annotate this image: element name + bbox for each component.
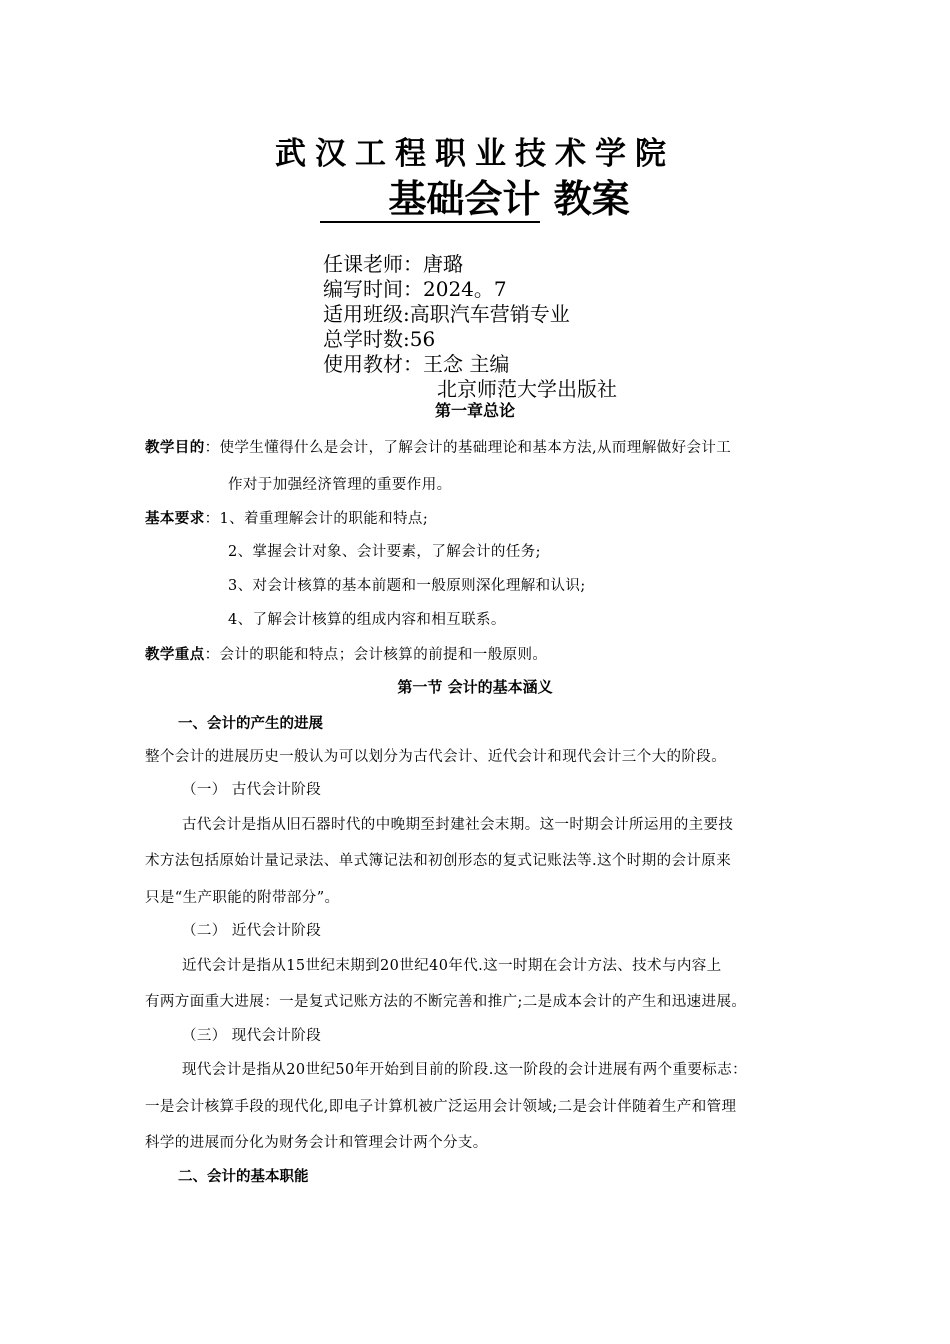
meta-textbook: 使用教材：王念 主编 (323, 352, 510, 376)
meta-date: 编写时间：2024。7 (323, 277, 507, 301)
requirement-item: 3、对会计核算的基本前题和一般原则深化理解和认识; (228, 578, 586, 594)
heading-functions: 二、会计的基本职能 (178, 1168, 309, 1185)
section-title: 第一节 会计的基本涵义 (397, 678, 553, 696)
requirement-item: 2、掌握会计对象、会计要素，了解会计的任务; (228, 544, 541, 560)
subheading-contemporary: （三） 现代会计阶段 (182, 1028, 322, 1044)
requirement-item: 4、了解会计核算的组成内容和相互联系。 (228, 612, 506, 628)
contemporary-line: 一是会计核算手段的现代化,即电子计算机被广泛运用会计领域;二是会计伴随着生产和管理 (145, 1099, 737, 1115)
focus-line (145, 643, 547, 664)
contemporary-line: 科学的进展而分化为财务会计和管理会计两个分支。 (145, 1135, 488, 1151)
ancient-line: 术方法包括原始计量记录法、单式簿记法和初创形态的复式记账法等.这个时期的会计原来 (145, 853, 732, 869)
meta-class: 适用班级:高职汽车营销专业 (323, 302, 570, 326)
heading-development: 一、会计的产生的进展 (178, 715, 323, 732)
requirement-item: ：1、着重理解会计的职能和特点; (204, 511, 429, 527)
objective-line-1 (145, 436, 731, 457)
meta-publisher: 北京师范大学出版社 (437, 377, 617, 401)
chapter-title: 第一章总论 (434, 401, 515, 420)
focus-label: 教学重点 (145, 646, 205, 663)
school-name: 武汉工程职业技术学院 (275, 136, 675, 172)
objective-line-2: 作对于加强经济管理的重要作用。 (228, 477, 452, 493)
modern-early-line: 有两方面重大进展：一是复式记账方法的不断完善和推广;二是成本会计的产生和迅速进展。 (145, 994, 747, 1010)
subheading-ancient: （一） 古代会计阶段 (182, 782, 322, 798)
objective-label: 教学目的 (145, 439, 205, 456)
course-title (0, 175, 950, 223)
meta-teacher: 任课老师：唐璐 (323, 252, 463, 276)
modern-early-line: 近代会计是指从15世纪末期到20世纪40年代.这一时期在会计方法、技术与内容上 (182, 958, 722, 974)
intro-paragraph: 整个会计的进展历史一般认为可以划分为古代会计、近代会计和现代会计三个大的阶段。 (145, 749, 727, 765)
contemporary-line: 现代会计是指从20世纪50年开始到目前的阶段.这一阶段的会计进展有两个重要标志： (182, 1062, 748, 1078)
doc-type: 教案 (553, 177, 630, 221)
ancient-line: 古代会计是指从旧石器时代的中晚期至封建社会末期。这一时期会计所运用的主要技 (182, 817, 734, 833)
focus-text: ：会计的职能和特点；会计核算的前提和一般原则。 (204, 647, 548, 663)
objective-text: ：使学生懂得什么是会计，了解会计的基础理论和基本方法,从而理解做好会计工 (204, 440, 732, 456)
requirements-line-1 (145, 507, 428, 528)
course-name: 基础会计 (320, 177, 540, 223)
meta-hours: 总学时数:56 (323, 327, 436, 351)
ancient-line: 只是“生产职能的附带部分”。 (145, 890, 340, 906)
requirements-label: 基本要求 (145, 510, 205, 527)
subheading-modern-early: （二） 近代会计阶段 (182, 923, 322, 939)
